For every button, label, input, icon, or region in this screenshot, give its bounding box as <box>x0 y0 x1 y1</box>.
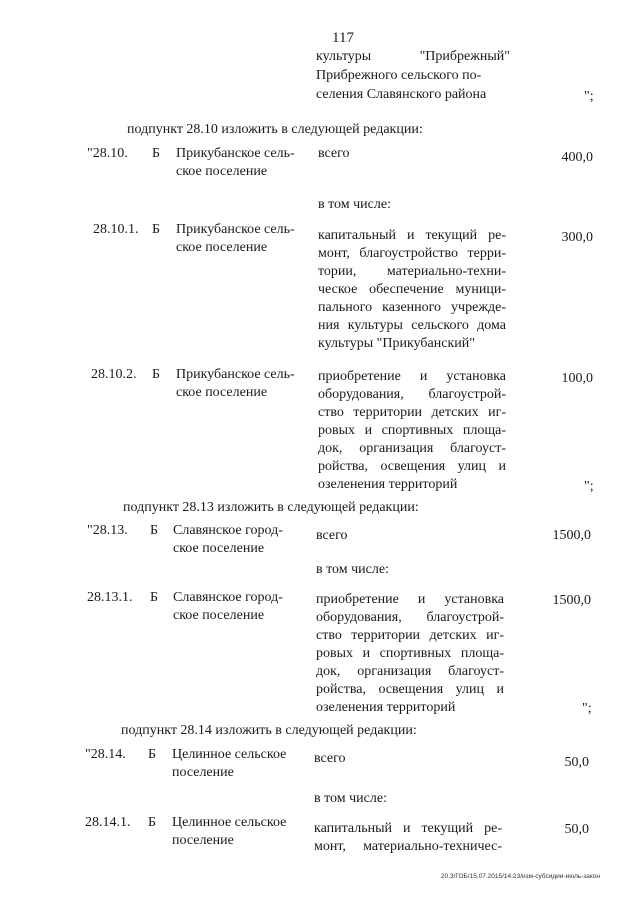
page-number: 117 <box>332 30 354 46</box>
row-28-10-2-code: 28.10.2. <box>91 367 137 382</box>
row-28-13-1-purpose <box>316 591 504 717</box>
recipient-line: ское поселение <box>176 385 268 400</box>
header-line-1 <box>316 48 510 66</box>
row-28-13-recipient <box>173 522 283 558</box>
purpose-line: ния культуры сельского дома <box>318 318 506 333</box>
header-line-3: селения Славянского района <box>316 87 487 102</box>
row-28-13-code: "28.13. <box>87 523 128 538</box>
purpose-line: док, организация благоуст- <box>316 664 504 679</box>
row-28-14-amount: 50,0 <box>564 755 589 770</box>
section-28-13-including: в том числе: <box>316 562 389 577</box>
section-28-13-intro: подпункт 28.13 изложить в следующей редакции: <box>123 500 419 515</box>
purpose-line: ровых и спортивных площа- <box>318 423 506 438</box>
purpose-line: оборудования, благоустрой- <box>316 610 504 625</box>
footer-file-path: 20.3/ГОБ/15.07.2015/14:23/изм-субсидии-июль-закон <box>440 873 600 880</box>
row-28-10-2-recipient <box>176 366 295 402</box>
purpose-line: пального казенного учрежде- <box>318 300 506 315</box>
header-line-1-right: "Прибрежный" <box>419 49 510 64</box>
recipient-line: поселение <box>172 765 234 780</box>
row-28-13-1-letter: Б <box>150 590 159 605</box>
row-28-13-purpose: всего <box>316 528 348 543</box>
recipient-line: ское поселение <box>176 164 268 179</box>
row-28-13-1-recipient <box>173 589 283 625</box>
section-28-14-including: в том числе: <box>314 791 387 806</box>
recipient-line: поселение <box>172 833 234 848</box>
recipient-line: Целинное сельское <box>172 747 287 762</box>
row-28-14-purpose: всего <box>314 751 346 766</box>
row-28-10-2-letter: Б <box>152 367 161 382</box>
row-28-13-amount: 1500,0 <box>552 528 591 543</box>
purpose-line: тории, материально-техни- <box>318 264 506 279</box>
purpose-line: док, организация благоуст- <box>318 441 506 456</box>
section-28-14-intro: подпункт 28.14 изложить в следующей редакции: <box>121 723 417 738</box>
section-28-10-including: в том числе: <box>318 197 391 212</box>
row-28-14-recipient <box>172 746 286 782</box>
recipient-line: Славянское город- <box>173 590 283 605</box>
purpose-line: ство территории детских иг- <box>318 405 506 420</box>
row-28-10-1-amount: 300,0 <box>561 230 593 245</box>
row-28-13-1-closing-quote: "; <box>582 701 592 716</box>
row-28-10-letter: Б <box>152 146 161 161</box>
purpose-line: ройства, освещения улиц и <box>316 682 504 697</box>
recipient-line: Прикубанское сель- <box>176 367 295 382</box>
purpose-line: монт, материально-техничес- <box>314 839 502 854</box>
row-28-10-1-letter: Б <box>152 222 161 237</box>
row-28-14-code: "28.14. <box>85 747 126 762</box>
section-28-10-intro: подпункт 28.10 изложить в следующей редакции: <box>127 122 423 137</box>
purpose-line: озеленения территорий <box>316 700 456 715</box>
row-28-10-1-code: 28.10.1. <box>93 222 139 237</box>
purpose-line: капитальный и текущий ре- <box>314 821 502 836</box>
recipient-line: Прикубанское сель- <box>176 222 295 237</box>
row-28-14-1-recipient <box>172 814 286 850</box>
row-28-14-1-letter: Б <box>148 815 157 830</box>
header-line-2: Прибрежного сельского по- <box>316 68 482 83</box>
header-closing-quote: "; <box>584 89 594 104</box>
row-28-10-1-recipient <box>176 221 295 257</box>
row-28-10-2-closing-quote: "; <box>584 479 594 494</box>
purpose-line: приобретение и установка <box>316 592 504 607</box>
purpose-line: оборудования, благоустрой- <box>318 387 506 402</box>
row-28-13-letter: Б <box>150 523 159 538</box>
row-28-10-amount: 400,0 <box>561 150 593 165</box>
purpose-line: монт, благоустройство терри- <box>318 246 506 261</box>
recipient-line: Прикубанское сель- <box>176 146 295 161</box>
row-28-10-recipient <box>176 145 295 181</box>
recipient-line: Целинное сельское <box>172 815 287 830</box>
row-28-10-2-amount: 100,0 <box>561 371 593 386</box>
row-28-10-code: "28.10. <box>87 146 128 161</box>
purpose-line: приобретение и установка <box>318 369 506 384</box>
recipient-line: ское поселение <box>173 608 265 623</box>
row-28-10-purpose: всего <box>318 146 350 161</box>
recipient-line: Славянское город- <box>173 523 283 538</box>
recipient-line: ское поселение <box>176 240 268 255</box>
row-28-14-1-code: 28.14.1. <box>85 815 131 830</box>
row-28-10-2-purpose <box>318 368 506 494</box>
row-28-10-1-purpose <box>318 227 506 353</box>
row-28-14-1-purpose <box>314 820 502 856</box>
header-line-1-left: культуры <box>316 49 372 64</box>
purpose-line: ровых и спортивных площа- <box>316 646 504 661</box>
purpose-line: капитальный и текущий ре- <box>318 228 506 243</box>
recipient-line: ское поселение <box>173 541 265 556</box>
purpose-line: ство территории детских иг- <box>316 628 504 643</box>
purpose-line: ческое обеспечение муници- <box>318 282 506 297</box>
purpose-line: культуры "Прикубанский" <box>318 336 475 351</box>
row-28-13-1-code: 28.13.1. <box>87 590 133 605</box>
row-28-14-letter: Б <box>148 747 157 762</box>
row-28-13-1-amount: 1500,0 <box>552 593 591 608</box>
row-28-14-1-amount: 50,0 <box>564 822 589 837</box>
purpose-line: озеленения территорий <box>318 477 458 492</box>
purpose-line: ройства, освещения улиц и <box>318 459 506 474</box>
